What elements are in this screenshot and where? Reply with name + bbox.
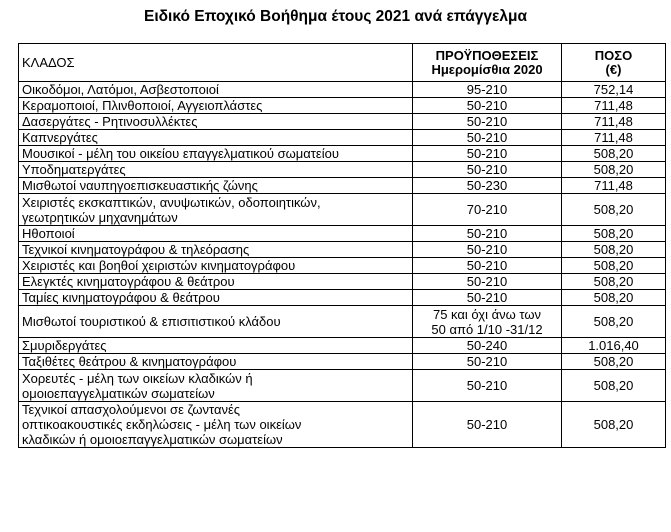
table-row: [19, 130, 666, 146]
amount-cell: 508,20: [562, 370, 666, 402]
table-row: [19, 306, 666, 338]
sector-cell: Κεραμοποιοί, Πλινθοποιοί, Αγγειοπλάστες: [19, 98, 413, 114]
header-conditions: [413, 44, 562, 82]
conditions-cell: 50-210: [413, 290, 562, 306]
table-row: [19, 354, 666, 370]
table-row: [19, 274, 666, 290]
benefit-table: [18, 43, 666, 448]
sector-line: Χειριστές εκσκαπτικών, ανυψωτικών, οδοποιητικών,: [22, 194, 321, 210]
sector-cell: Καπνεργάτες: [19, 130, 413, 146]
sector-cell: Χειριστές και βοηθοί χειριστών κινηματογράφου: [19, 258, 413, 274]
conditions-cell: 50-210: [413, 114, 562, 130]
sector-cell: [19, 370, 413, 402]
amount-cell: 508,20: [562, 242, 666, 258]
sector-cell: Μισθωτοί τουριστικού & επισιτιστικού κλάδου: [19, 306, 413, 338]
table-row: [19, 178, 666, 194]
table-row: [19, 162, 666, 178]
amount-cell: 508,20: [562, 354, 666, 370]
sector-line: κλαδικών ή ομοιοεπαγγελματικών σωματείων: [22, 432, 283, 447]
sector-cell: Ελεγκτές κινηματογράφου & θεάτρου: [19, 274, 413, 290]
amount-cell: 508,20: [562, 194, 666, 226]
table-row: [19, 338, 666, 354]
table-row: [19, 258, 666, 274]
amount-cell: 508,20: [562, 226, 666, 242]
amount-cell: 711,48: [562, 130, 666, 146]
sector-cell: Υποδηματεργάτες: [19, 162, 413, 178]
sector-cell: [19, 194, 413, 226]
conditions-cell: 50-210: [413, 242, 562, 258]
conditions-cell: 50-210: [413, 146, 562, 162]
sector-line: γεωτρητικών μηχανημάτων: [22, 209, 178, 225]
table-row: [19, 242, 666, 258]
sector-line: ομοιοεπαγγελματικών σωματείων: [22, 385, 215, 401]
header-amount-line2: (€): [605, 61, 622, 77]
sector-line: οπτικοακουστικές εκδηλώσεις - μέλη των οικείων: [22, 417, 302, 432]
sector-cell: Τεχνικοί κινηματογράφου & τηλεόρασης: [19, 242, 413, 258]
header-amount: [562, 44, 666, 82]
table-row: [19, 370, 666, 402]
conditions-cell: 50-210: [413, 354, 562, 370]
sector-cell: Σμυριδεργάτες: [19, 338, 413, 354]
conditions-cell: 50-210: [413, 162, 562, 178]
table-row: [19, 194, 666, 226]
table-row: [19, 402, 666, 448]
sector-cell: Δασεργάτες - Ρητινοσυλλέκτες: [19, 114, 413, 130]
header-conditions-line2: Ημερομίσθια 2020: [431, 61, 543, 77]
conditions-cell: 50-210: [413, 98, 562, 114]
table-row: [19, 146, 666, 162]
sector-cell: Μουσικοί - μέλη του οικείου επαγγελματικού σωματείου: [19, 146, 413, 162]
amount-cell: 508,20: [562, 146, 666, 162]
sector-cell: Ταμίες κινηματογράφου & θεάτρου: [19, 290, 413, 306]
conditions-cell: 50-240: [413, 338, 562, 354]
conditions-cell: 50-230: [413, 178, 562, 194]
conditions-cell: 95-210: [413, 82, 562, 98]
amount-cell: 508,20: [562, 258, 666, 274]
conditions-cell: 50-210: [413, 402, 562, 448]
header-row: [19, 44, 666, 82]
table-row: [19, 98, 666, 114]
header-sector: ΚΛΑΔΟΣ: [19, 44, 413, 82]
page-title: Ειδικό Εποχικό Βοήθημα έτους 2021 ανά επάγγελμα: [143, 8, 528, 25]
conditions-cell: 50-210: [413, 130, 562, 146]
amount-cell: 711,48: [562, 114, 666, 130]
conditions-cell: 50-210: [413, 370, 562, 402]
table-row: [19, 290, 666, 306]
conditions-cell: [413, 306, 562, 338]
conditions-line: 50 από 1/10 -31/12: [431, 321, 543, 337]
amount-cell: 508,20: [562, 306, 666, 338]
conditions-cell: 70-210: [413, 194, 562, 226]
amount-cell: 508,20: [562, 402, 666, 448]
conditions-cell: 50-210: [413, 258, 562, 274]
sector-cell: [19, 402, 413, 448]
amount-cell: 508,20: [562, 274, 666, 290]
sector-line: Χορευτές - μέλη των οικείων κλαδικών ή: [22, 370, 253, 386]
table-row: [19, 82, 666, 98]
header-conditions-line1: ΠΡΟΫΠΟΘΕΣΕΙΣ: [435, 47, 539, 63]
header-amount-line1: ΠΟΣΟ: [594, 47, 633, 63]
amount-cell: 711,48: [562, 98, 666, 114]
sector-line: Τεχνικοί απασχολούμενοι σε ζωντανές: [22, 402, 241, 417]
conditions-line: 75 και όχι άνω των: [432, 306, 541, 322]
amount-cell: 711,48: [562, 178, 666, 194]
sector-cell: Ταξιθέτες θεάτρου & κινηματογράφου: [19, 354, 413, 370]
conditions-cell: 50-210: [413, 226, 562, 242]
conditions-cell: 50-210: [413, 274, 562, 290]
amount-cell: 1.016,40: [562, 338, 666, 354]
sector-cell: Ηθοποιοί: [19, 226, 413, 242]
sector-cell: Οικοδόμοι, Λατόμοι, Ασβεστοποιοί: [19, 82, 413, 98]
amount-cell: 752,14: [562, 82, 666, 98]
table-row: [19, 226, 666, 242]
amount-cell: 508,20: [562, 162, 666, 178]
amount-cell: 508,20: [562, 290, 666, 306]
sector-cell: Μισθωτοί ναυπηγοεπισκευαστικής ζώνης: [19, 178, 413, 194]
table-row: [19, 114, 666, 130]
